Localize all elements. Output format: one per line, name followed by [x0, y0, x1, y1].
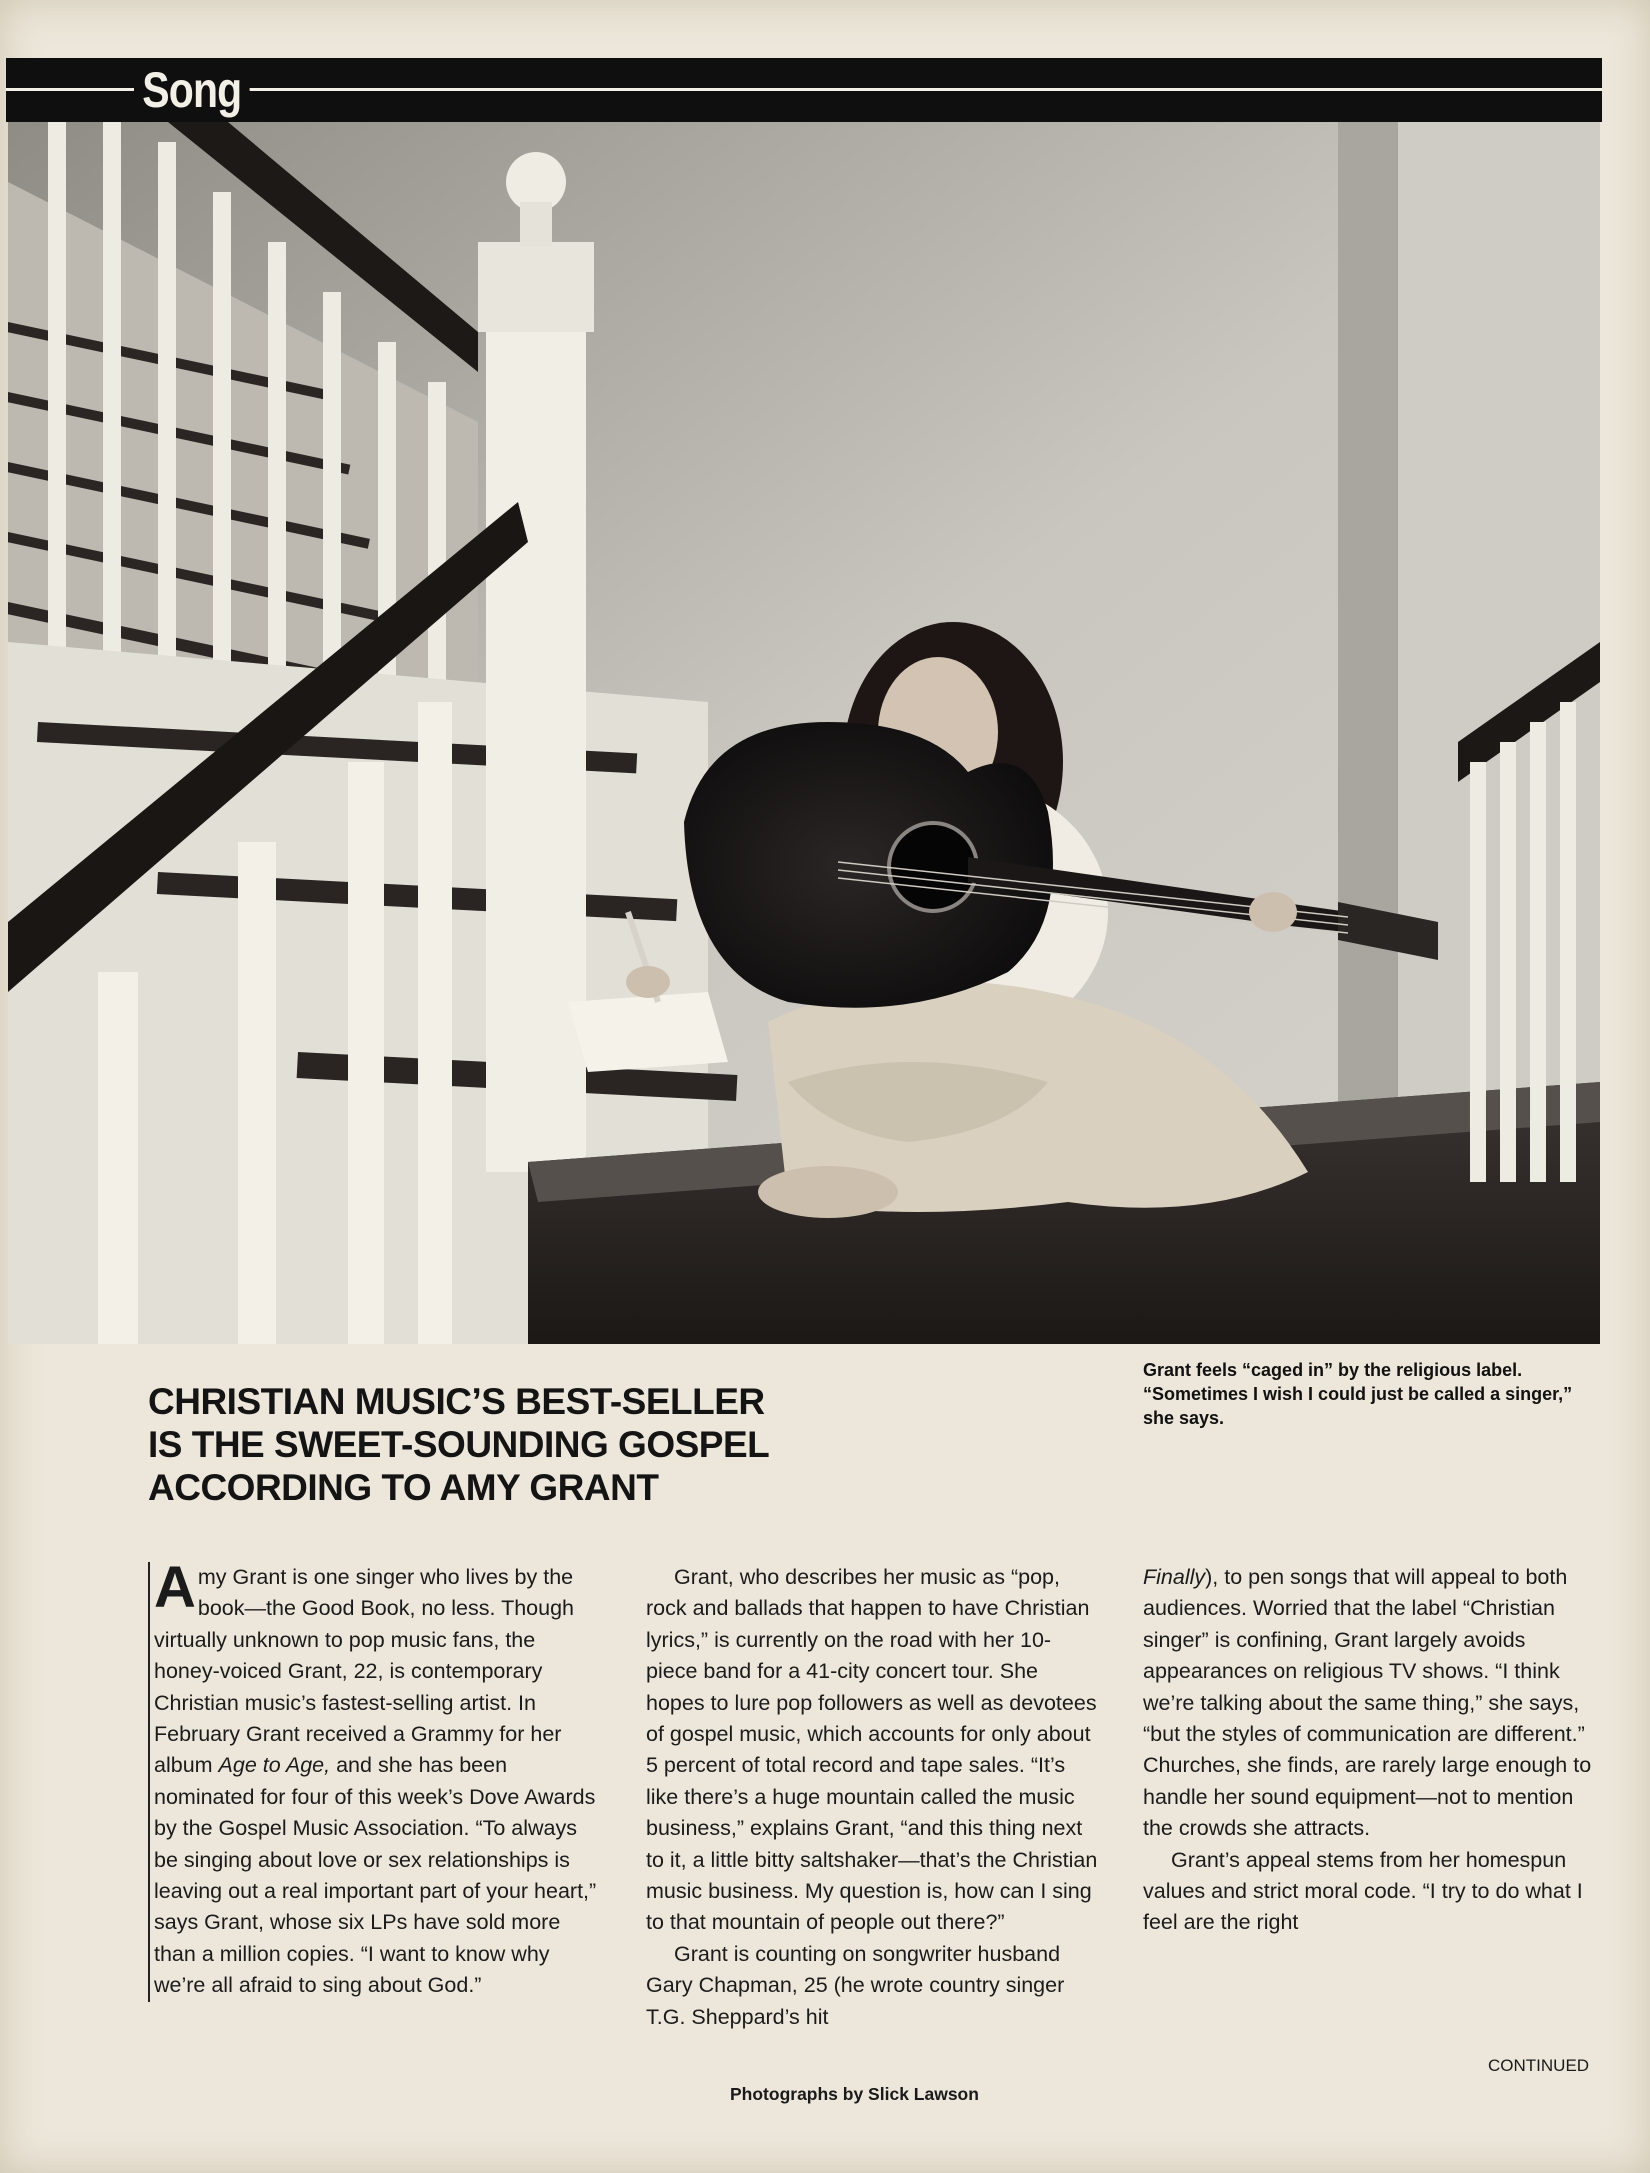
paragraph-3-start [646, 1939, 1102, 2033]
article-column-2 [646, 1562, 1102, 2033]
paragraph-2: Grant, who describes her music as “pop, rock and ballads that happen to have Christian lyrics,” is currently on the road with her 10-piece band for a 41-city concert tour. She hopes to lure pop followers as well as devotees of gospel music, which accounts for only about 5 percent of total record and tape sales. “It’s like there’s a huge mountain called the music business,” explains Grant, “and this thing next to it, a little bitty saltshaker—that’s the Christian music business. My question is, how can I sing to that mountain of people out there?” [646, 1565, 1098, 1935]
paragraph-3-cont [1143, 1562, 1599, 1845]
paragraph-4: Grant’s appeal stems from her homespun values and strict moral code. “I try to do what I feel are the right [1143, 1847, 1583, 1935]
headline-line-3: ACCORDING TO AMY GRANT [148, 1467, 659, 1508]
paragraph-1-text-a: my Grant is one singer who lives by the book—the Good Book, no less. Though virtually unknown to pop music fans, the honey-voiced Grant, 22, is contemporary Christian music’s fastest-selling artist. In February Grant received a Grammy for her album [154, 1565, 574, 1778]
photo-credit: Photographs by Slick Lawson [730, 2084, 979, 2104]
album-title: Age to Age, [218, 1753, 331, 1778]
article-photo [8, 122, 1600, 1344]
section-label: Song [134, 58, 250, 122]
photo-illustration [8, 122, 1600, 1344]
article-column-1 [148, 1555, 606, 2002]
continued-label: CONTINUED [1488, 2056, 1590, 2075]
paragraph-3-text-b: ), to pen songs that will appeal to both audiences. Worried that the label “Christian singer” is confining, Grant largely avoids appearances on religious TV shows. “I think we’re talking about the same thing,” she says, “but the styles of communication are different.” Churches, she finds, are rarely large enough to handle her sound equipment—not to mention the crowds she attracts. [1143, 1565, 1592, 1841]
headline [148, 1380, 948, 1509]
section-header-bar [6, 58, 1602, 122]
paragraph-1-text-b: and she has been nominated for four of this week’s Dove Awards by the Gospel Music Association. “To always be singing about love or sex relationships is leaving out a real important part of your heart,” says Grant, whose six LPs have sold more than a million copies. “I want to know why we’re all afraid to sing about God.” [154, 1753, 597, 1998]
song-title: Finally [1143, 1565, 1206, 1589]
headline-line-2: IS THE SWEET-SOUNDING GOSPEL [148, 1424, 770, 1465]
article-column-3 [1143, 1562, 1599, 1939]
paragraph-1 [154, 1555, 606, 2002]
headline-line-1: CHRISTIAN MUSIC’S BEST-SELLER [148, 1381, 765, 1422]
photo-caption: Grant feels “caged in” by the religious label. “Sometimes I wish I could just be called a singer,” she says. [1143, 1360, 1573, 1428]
paragraph-3-text-a: Grant is counting on songwriter husband Gary Chapman, 25 (he wrote country singer T.G. Sheppard’s hit [646, 1941, 1065, 2029]
drop-cap: A [154, 1555, 196, 1620]
